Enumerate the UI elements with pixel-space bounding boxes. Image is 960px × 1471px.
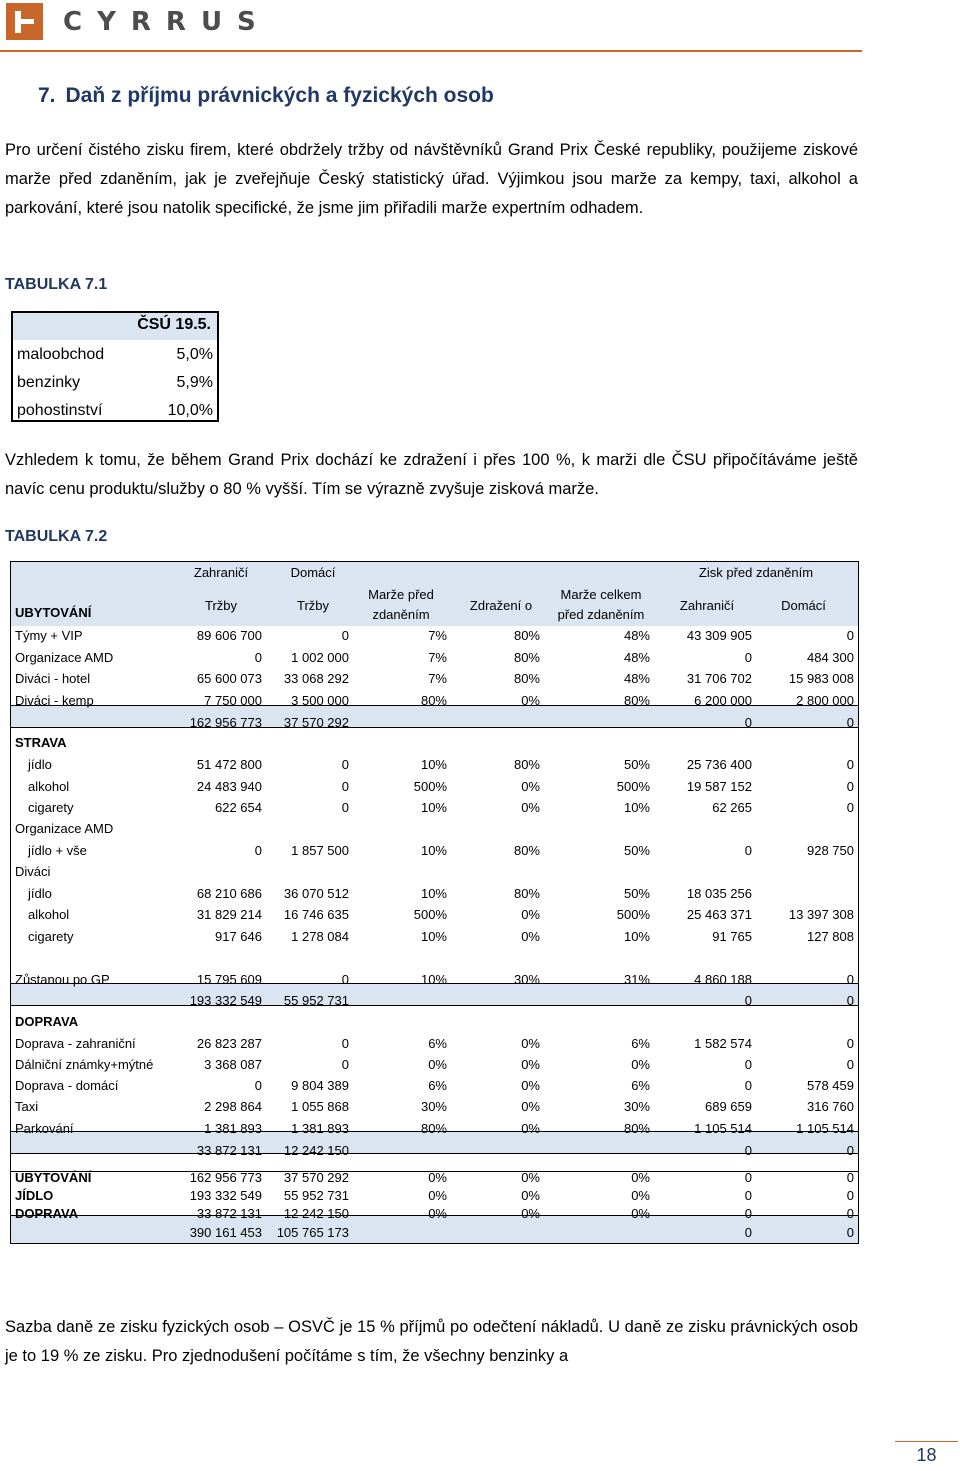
table-cell: 0	[341, 757, 349, 772]
table-cell: 1 857 500	[291, 843, 349, 858]
table-cell: 0%	[521, 907, 540, 922]
section-label: DOPRAVA	[15, 1206, 79, 1221]
table-cell: 80%	[513, 650, 540, 665]
table-cell: 19 587 152	[686, 779, 752, 794]
table-cell: 25 736 400	[686, 757, 752, 772]
row-label: Diváci - kemp	[15, 693, 94, 708]
table-cell: 0	[846, 628, 854, 643]
table-cell: 80%	[513, 628, 540, 643]
table-cell: 31 829 214	[196, 907, 262, 922]
table-cell: 689 659	[705, 1099, 752, 1114]
table-cell: 0	[341, 779, 349, 794]
section-label: JÍDLO	[15, 1188, 54, 1203]
table-cell: 7%	[428, 650, 447, 665]
table-cell: 80%	[420, 1121, 447, 1136]
total-band	[11, 706, 858, 728]
company-logo	[6, 3, 271, 40]
table-cell: 578 459	[807, 1078, 854, 1093]
table-cell: 0%	[428, 1188, 447, 1203]
table-cell: 68 210 686	[196, 886, 262, 901]
table-cell: 55 952 731	[283, 993, 349, 1008]
table-cell: 105 765 173	[276, 1225, 349, 1240]
row-label: cigarety	[28, 800, 74, 815]
section-label: UBYTOVÁNÍ	[15, 605, 92, 620]
table-cell: 91 765	[712, 929, 752, 944]
table-cell: 80%	[513, 886, 540, 901]
row-label: jídlo	[28, 757, 52, 772]
table-7-2	[10, 561, 859, 1244]
table-cell: 10%	[623, 929, 650, 944]
header-domaci: Domácí	[290, 565, 336, 580]
table-cell: 127 808	[807, 929, 854, 944]
table-cell: 0%	[428, 1206, 447, 1221]
table-cell: 0	[846, 779, 854, 794]
table-cell: 10%	[420, 929, 447, 944]
table-cell: 500%	[616, 907, 650, 922]
table-cell: 7%	[428, 671, 447, 686]
table-cell: 0	[341, 1036, 349, 1051]
table-cell: 162 956 773	[189, 715, 262, 730]
logo-mark-icon	[6, 3, 43, 40]
row-label: Diváci - hotel	[15, 671, 91, 686]
table-cell: 2 800 000	[796, 693, 854, 708]
table-cell: 10%	[420, 886, 447, 901]
table-cell: 0	[744, 993, 752, 1008]
table-cell: 6%	[631, 1036, 650, 1051]
row-label: cigarety	[28, 929, 74, 944]
table-cell: 3 500 000	[291, 693, 349, 708]
table-cell: 1 105 514	[694, 1121, 752, 1136]
table-cell: 0	[744, 1057, 752, 1072]
table-cell: 80%	[623, 693, 650, 708]
table-cell: 10%	[420, 757, 447, 772]
table-cell: 50%	[623, 886, 650, 901]
table-cell: 15 983 008	[788, 671, 854, 686]
table-cell: 37 570 292	[283, 715, 349, 730]
table1-row	[17, 369, 213, 397]
table-cell: 0	[744, 1078, 752, 1093]
paragraph-markup: Vzhledem k tomu, že během Grand Prix dochází ke zdražení i přes 100 %, k marži dle ČSU připočítáváme ještě navíc cenu produktu/služby o 80 % vyšší. Tím se výrazně zvyšuje zisková marže.	[5, 451, 858, 498]
table-cell: 0%	[521, 1188, 540, 1203]
table-cell: 15 795 609	[196, 972, 262, 987]
table-cell: 500%	[413, 779, 447, 794]
table1-row-value: 10,0%	[167, 402, 213, 419]
row-label: jídlo	[28, 886, 52, 901]
table-cell: 0	[341, 1057, 349, 1072]
table-rule	[11, 1005, 858, 1006]
section-title: Daň z příjmu právnických a fyzických osob	[65, 84, 494, 107]
table-cell: 0	[744, 715, 752, 730]
table-cell: 0	[744, 1143, 752, 1158]
row-label: Dálniční známky+mýtné	[15, 1057, 154, 1072]
table-cell: 16 746 635	[283, 907, 349, 922]
table-cell: 193 332 549	[189, 993, 262, 1008]
table-cell: 80%	[513, 671, 540, 686]
table-rule	[11, 727, 858, 728]
table-cell: 0	[846, 972, 854, 987]
paragraph-tax: Sazba daně ze zisku fyzických osob – OSVČ je 15 % příjmů po odečtení nákladů. U daně ze zisku právnických osob je to 19 % ze zisku. Pro zjednodušení počítáme s tím, že všechny benzinky a	[5, 1318, 858, 1365]
table-cell: 0%	[631, 1057, 650, 1072]
table-cell: 30%	[623, 1099, 650, 1114]
table-cell: 6%	[428, 1036, 447, 1051]
total-band	[11, 984, 858, 1006]
header-zisk-domaci: Domácí	[781, 598, 826, 613]
table-cell: 0	[846, 715, 854, 730]
header-zisk-zahranici: Zahraničí	[679, 598, 735, 613]
table-cell: 10%	[420, 972, 447, 987]
table-cell: 12 242 150	[283, 1206, 349, 1221]
table-cell: 12 242 150	[283, 1143, 349, 1158]
section-number: 7.	[38, 84, 56, 107]
table2-caption: TABULKA 7.2	[5, 528, 108, 545]
table-cell: 0	[846, 1170, 854, 1185]
table-cell: 4 860 188	[694, 972, 752, 987]
table-cell: 48%	[623, 671, 650, 686]
table-cell: 162 956 773	[189, 1170, 262, 1185]
row-label: Taxi	[15, 1099, 39, 1114]
table-cell: 65 600 073	[196, 671, 262, 686]
table-cell: 24 483 940	[196, 779, 262, 794]
table-cell: 0%	[631, 1188, 650, 1203]
table-cell: 0	[744, 843, 752, 858]
row-label: Doprava - zahraniční	[15, 1036, 136, 1051]
table-cell: 18 035 256	[686, 886, 752, 901]
row-label: Týmy + VIP	[15, 628, 83, 643]
table-cell: 80%	[623, 1121, 650, 1136]
table-cell: 2 298 864	[204, 1099, 262, 1114]
table-cell: 80%	[513, 843, 540, 858]
table-cell: 9 804 389	[291, 1078, 349, 1093]
table-cell: 0%	[521, 693, 540, 708]
table-cell: 390 161 453	[189, 1225, 262, 1240]
table-cell: 0	[254, 843, 262, 858]
table-cell: 51 472 800	[196, 757, 262, 772]
table-cell: 6 200 000	[694, 693, 752, 708]
table-cell: 0	[744, 1225, 752, 1240]
row-label: Diváci	[15, 864, 51, 879]
table-cell: 0	[341, 972, 349, 987]
table-cell: 0%	[521, 1099, 540, 1114]
table-cell: 89 606 700	[196, 628, 262, 643]
section-label: STRAVA	[15, 735, 67, 750]
table-cell: 10%	[420, 800, 447, 815]
table-cell: 0%	[521, 779, 540, 794]
row-label: jídlo + vše	[28, 843, 87, 858]
table-cell: 30%	[420, 1099, 447, 1114]
table-cell: 0%	[521, 1057, 540, 1072]
header-zisk: Zisk před zdaněním	[698, 565, 814, 580]
table-cell: 316 760	[807, 1099, 854, 1114]
table-cell: 484 300	[807, 650, 854, 665]
table-cell: 55 952 731	[283, 1188, 349, 1203]
table-cell: 0	[744, 650, 752, 665]
table-rule	[11, 1153, 858, 1154]
table-cell: 0	[846, 993, 854, 1008]
table1-row-value: 5,0%	[176, 346, 213, 363]
table-cell: 62 265	[712, 800, 752, 815]
header-trzby-zahr: Tržby	[204, 598, 238, 613]
table-cell: 43 309 905	[686, 628, 752, 643]
table-cell: 1 582 574	[694, 1036, 752, 1051]
header-zahranici: Zahraničí	[193, 565, 249, 580]
table-cell: 1 381 893	[204, 1121, 262, 1136]
table-cell: 7 750 000	[204, 693, 262, 708]
table-cell: 0%	[521, 1121, 540, 1136]
table-cell: 33 872 131	[196, 1206, 262, 1221]
table-cell: 1 002 000	[291, 650, 349, 665]
row-label: Organizace AMD	[15, 821, 114, 836]
table-cell: 33 068 292	[283, 671, 349, 686]
page-number: 18	[916, 1445, 937, 1465]
table-cell: 80%	[420, 693, 447, 708]
table-cell: 0	[846, 757, 854, 772]
table-cell: 80%	[513, 757, 540, 772]
table-cell: 7%	[428, 628, 447, 643]
table-cell: 500%	[616, 779, 650, 794]
footer-rule	[895, 1441, 958, 1442]
table-cell: 31%	[623, 972, 650, 987]
table-cell: 0%	[428, 1057, 447, 1072]
table-cell: 48%	[623, 650, 650, 665]
table-cell: 622 654	[215, 800, 262, 815]
table1-caption: TABULKA 7.1	[5, 276, 108, 293]
table-cell: 928 750	[807, 843, 854, 858]
table-cell: 1 278 084	[291, 929, 349, 944]
table-cell: 0	[341, 628, 349, 643]
header-zdrazeni: Zdražení o	[469, 598, 533, 613]
table-cell: 0%	[631, 1170, 650, 1185]
table-cell: 1 381 893	[291, 1121, 349, 1136]
row-label: Parkování	[15, 1121, 74, 1136]
table-cell: 0	[744, 1188, 752, 1203]
table-cell: 0	[744, 1206, 752, 1221]
table-cell: 0	[846, 1036, 854, 1051]
row-label: Organizace AMD	[15, 650, 114, 665]
table-cell: 1 055 868	[291, 1099, 349, 1114]
table1-header	[13, 313, 217, 340]
table-cell: 0%	[521, 800, 540, 815]
table-cell: 0	[846, 1057, 854, 1072]
table-cell: 33 872 131	[196, 1143, 262, 1158]
table-cell: 1 105 514	[796, 1121, 854, 1136]
table-cell: 0	[341, 800, 349, 815]
row-label: alkohol	[28, 779, 70, 794]
table-cell: 0	[254, 650, 262, 665]
table1-row-label: maloobchod	[17, 346, 105, 363]
table1-header-label: ČSÚ 19.5.	[137, 316, 211, 333]
table-cell: 0%	[521, 1036, 540, 1051]
section-label: DOPRAVA	[15, 1014, 79, 1029]
header-rule	[0, 50, 862, 52]
table-cell: 31 706 702	[686, 671, 752, 686]
section-label: UBYTOVÁNÍ	[15, 1170, 92, 1185]
table1-row-label: benzinky	[17, 374, 81, 391]
table-cell: 10%	[420, 843, 447, 858]
table-7-1	[11, 311, 219, 422]
row-label: alkohol	[28, 907, 70, 922]
table-cell: 0	[744, 1170, 752, 1185]
header-celkem-line1: Marže celkem	[560, 587, 642, 602]
table-cell: 0%	[521, 1078, 540, 1093]
table-cell: 0%	[428, 1170, 447, 1185]
section-heading	[38, 84, 494, 108]
table-cell: 25 463 371	[686, 907, 752, 922]
header-marze-line2: zdaněním	[372, 607, 430, 622]
table-cell: 0%	[521, 929, 540, 944]
table-cell: 0	[846, 800, 854, 815]
table-cell: 30%	[513, 972, 540, 987]
table1-row-label: pohostinství	[17, 402, 103, 419]
table-cell: 48%	[623, 628, 650, 643]
table-cell: 37 570 292	[283, 1170, 349, 1185]
header-celkem-line2: před zdaněním	[557, 607, 645, 622]
table1-row	[17, 397, 213, 425]
paragraph-intro: Pro určení čistého zisku firem, které obdržely tržby od návštěvníků Grand Prix České republiky, použijeme ziskové marže před zdaněním, jak je zveřejňuje Český statistický úřad. Výjimkou jsou marže za kempy, taxi, alkohol a parkování, které jsou natolik specifické, že jsme jim přiřadili marže expertním odhadem.	[5, 141, 858, 217]
header-marze-line1: Marže před	[368, 587, 434, 602]
header-trzby-dom: Tržby	[296, 598, 330, 613]
table-cell: 26 823 287	[196, 1036, 262, 1051]
table-cell: 0	[254, 1078, 262, 1093]
table-cell: 0%	[521, 1170, 540, 1185]
table-cell: 50%	[623, 757, 650, 772]
row-label: Zůstanou po GP	[15, 972, 110, 987]
table-cell: 500%	[413, 907, 447, 922]
table-cell: 0	[846, 1206, 854, 1221]
table-cell: 10%	[623, 800, 650, 815]
logo-text: CYRRUS	[63, 6, 271, 37]
table-cell: 3 368 087	[204, 1057, 262, 1072]
table-cell: 193 332 549	[189, 1188, 262, 1203]
table-cell: 13 397 308	[788, 907, 854, 922]
table-cell: 50%	[623, 843, 650, 858]
table1-row-value: 5,9%	[176, 374, 213, 391]
table-cell: 917 646	[215, 929, 262, 944]
table-cell: 0	[846, 1225, 854, 1240]
table-cell: 0	[846, 1143, 854, 1158]
table-cell: 0%	[521, 1206, 540, 1221]
table-cell: 6%	[631, 1078, 650, 1093]
table-cell: 0%	[631, 1206, 650, 1221]
table-cell: 6%	[428, 1078, 447, 1093]
table1-row	[17, 341, 213, 369]
table-cell: 0	[846, 1188, 854, 1203]
row-label: Doprava - domácí	[15, 1078, 119, 1093]
table-cell: 36 070 512	[283, 886, 349, 901]
